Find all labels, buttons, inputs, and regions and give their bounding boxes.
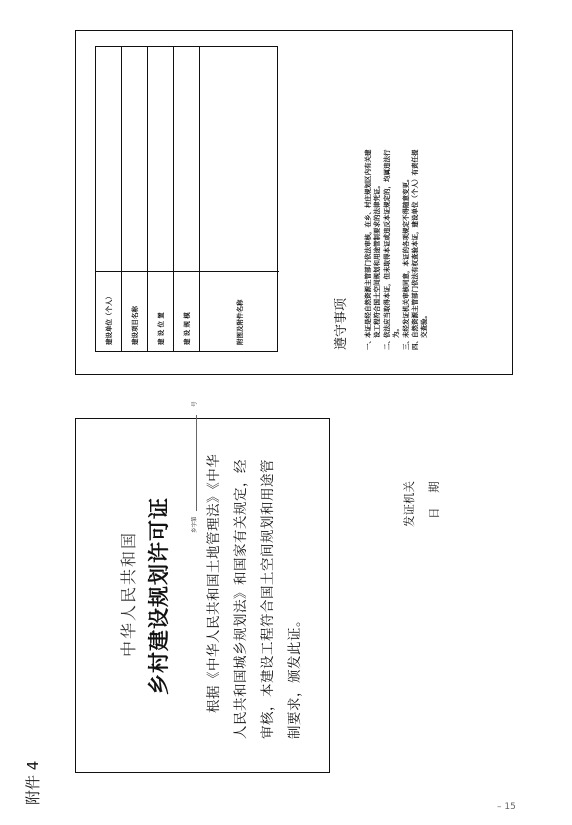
notice-item-number: 一、 <box>364 337 372 350</box>
table-row <box>122 47 148 351</box>
attachment-label: 附件 4 <box>24 760 42 805</box>
issue-date-label: 日 期 <box>427 481 441 519</box>
notice-item-number <box>392 338 401 350</box>
notice-item <box>364 50 373 350</box>
notice-item <box>402 50 411 350</box>
table-row-label: 建设单位（个人） <box>96 271 121 351</box>
notice-item <box>383 50 392 350</box>
serial-blank-line <box>196 415 197 511</box>
notice-item-text: 依法应当取得本证，但未取得本证或违反本证规定的，均属违法行 <box>382 149 391 338</box>
serial-suffix: 号 <box>192 401 198 407</box>
notice-item-text: 未经发证机关审核同意，本证的各项规定不得随意变更。 <box>401 175 410 338</box>
body-text <box>201 449 309 739</box>
table-row-label: 建 设 位 置 <box>148 271 173 351</box>
table-row <box>200 47 279 351</box>
table-row-label: 建设项目名称 <box>122 271 147 351</box>
table-row-label: 附图及附件名称 <box>200 271 279 351</box>
notice-item-number: 四、 <box>411 337 420 350</box>
body-paragraph: 根据《中华人民共和国土地管理法》《中华人民共和国城乡规划法》和国家有关规定，经审核，本建设工程符合国土空间规划和用途管制要求，颁发此证。 <box>206 453 303 739</box>
notice-item <box>373 50 382 350</box>
notice-item-number: 三、 <box>401 337 410 350</box>
table-row-label: 建 设 规 模 <box>174 271 199 351</box>
notice-title: 遵守事项 <box>334 297 349 350</box>
country-name: 中华人民共和国 <box>119 531 138 658</box>
notice-item-text: 为。 <box>392 325 401 338</box>
notice-item-text: 设工程符合国土空间规划和用途管制要求的法律凭证。 <box>373 182 382 338</box>
notice-item <box>392 50 401 350</box>
serial-number-field <box>188 373 202 533</box>
info-table <box>95 46 278 352</box>
issuer-label: 发证机关 <box>402 481 416 527</box>
permit-title: 乡村建设规划许可证 <box>146 497 171 695</box>
notice-list <box>364 50 430 350</box>
notice-item-number <box>373 338 382 350</box>
back-page-panel <box>75 30 513 375</box>
notice-item <box>420 50 429 350</box>
page-number-fragment: – 15 <box>497 802 516 812</box>
front-page-panel <box>75 401 441 773</box>
serial-prefix: 乡字第 <box>192 516 198 533</box>
notice-item-number: 二、 <box>382 337 391 350</box>
table-row <box>148 47 174 351</box>
notice-item-text: 自然资源主管部门依法有权查验本证，建设单位（个人）有责任提 <box>411 149 420 338</box>
table-row <box>96 47 122 351</box>
notice-item-text: 本证是经自然资源主管部门依法审核，在乡、村庄规划区内有关建 <box>364 149 372 338</box>
notice-item-text: 交查验。 <box>420 312 429 338</box>
notice-item <box>411 50 420 350</box>
notice-item-number <box>420 338 429 350</box>
table-row <box>174 47 200 351</box>
